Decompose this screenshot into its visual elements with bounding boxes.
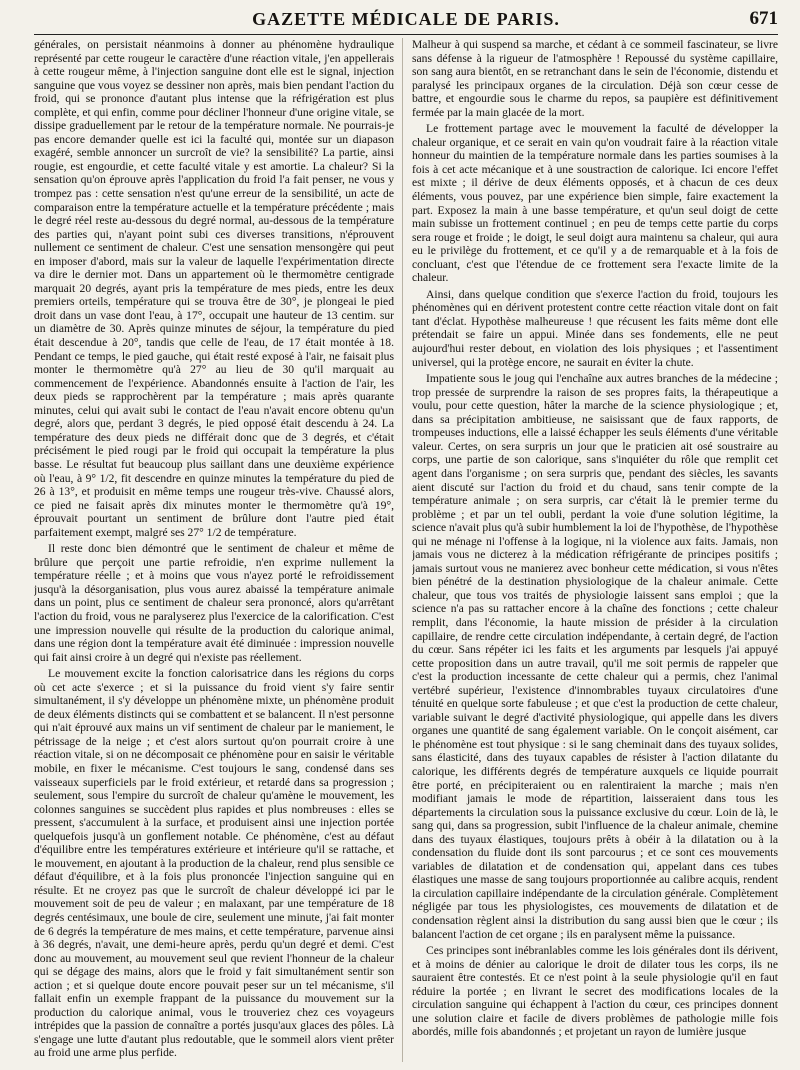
paragraph: Impatiente sous le joug qui l'enchaîne aux autres branches de la médecine ; trop pressée de surprendre la raison de ses propres faits, la thérapeutique a voulu, pour cette question, hâter la marche de la science physiologique ; et, dans sa précipitation ambitieuse, ne saisissant que de faux rapports, de trompeuses inductions, elle a laissé échapper les seuls éléments d'une véritable valeur. Certes, on sera surpris un jour que le praticien ait osé soustraire au corps, une partie de son calorique, sans s'inquiéter du rôle que remplit cet agent dans l'organisme ; on sera surpris que, pendant des siècles, les savants aient discuté sur l'action du froid et du chaud, sans tenir compte de la température animale ; on sera surpris, car c'était là le premier terme du problème ; et par un tel oubli, perdant la voie d'une solution légitime, la science n'avait plus qu'à subir humblement la loi de l'hypothèse, de l'hypothèse qui ne ménage ni l'offense à la logique, ni la violence aux faits. Jamais, non jamais vous ne dicterez à la médication réfrigérante de principes positifs ; jamais surtout vous ne manierez avec bonheur cette médication, si vous n'êtes bien pénétré de la destination physiologique de la chaleur animale. Cette chaleur, que tous vos traités de physiologie laissent sans emploi ; que la science n'a pas su rattacher encore à la chaîne des fonctions ; cette chaleur remplit, dans l'économie, la haute mission de présider à la circulation capillaire, de rendre cette circulation indépendante, à certain degré, de l'action du cœur. Sans répéter ici les faits et les arguments par lesquels j'ai appuyé cette proposition dans un autre travail, qu'il me soit permis de rappeler que c'est la production incessante de cette chaleur qui a permis, chez l'animal vertébré supérieur, l'existence d'innombrables tuyaux circulatoires d'une ténuité en quelque sorte fabuleuse ; et que c'est la production de cette chaleur, variable suivant le degré d'activité physiologique, qui appelle dans les divers organes une quantité de sang également variable. On le conçoit aisément, car le phénomène est tout physique : si le sang cheminait dans des tuyaux solides, sans élasticité, dans des tuyaux capables de résister à l'action dilatante du calorique, les différents degrés de température auxquels ce liquide pourrait être porté, en précipiteraient ou en ralentiraient la marche ; mais n'en modifiant jamais le mode de répartition, laisseraient dans tous les départements la circulation sous la puissance exclusive du cœur. Loin de là, le sang qui, dans sa progression, subit l'influence de la chaleur animale, chemine dans des tuyaux élastiques, toujours prêts à obéir à la dilatation ou à la condensation du fluide dont ils sont parcourus ; et ce sont ces mouvements variables de dilatation et de condensation qui, appelant dans ces tubes élastiques une masse de sang toujours proportionnée au calibre acquis, rendent la circulation capillaire indépendante de la circulation générale. Complètement négligée par tous les physiologistes, ces mouvements de dilatation et de condensation règlent ainsi la distribution du sang aussi bien que le cœur ; ils balancent l'action de cet organe ; ils en paralysent même la puissance. (412, 372, 778, 941)
paragraph: Malheur à qui suspend sa marche, et cédant à ce sommeil fascinateur, se livre sans défense à la rigueur de l'atmosphère ! Repoussé du système capillaire, son sang aura bientôt, en se retranchant dans le sein de l'économie, distendu et paralysé les principaux organes de la circulation. Déjà son cœur cesse de battre, et engourdie sous le charme du repos, sa paupière est définitivement fermée par la main glacée de la mort. (412, 38, 778, 119)
header-rule (34, 34, 778, 35)
right-column (412, 38, 778, 1062)
masthead (34, 8, 778, 34)
page-number: 671 (749, 8, 778, 29)
journal-title: GAZETTE MÉDICALE DE PARIS. (252, 9, 560, 29)
column-divider (402, 38, 403, 1062)
left-column (34, 38, 394, 1062)
paragraph: Ces principes sont inébranlables comme les lois générales dont ils dérivent, et à moins de dénier au calorique le droit de dilater tous les corps, ils ne sauraient être contestés. Et ce n'est point à la seule physiologie qu'il en faut réduire la portée ; en livrant le secret des modifications locales de la circulation sanguine qui échappent à l'action du cœur, ces principes donnent une solution claire et facile de divers problèmes de pathologie mille fois abordés, mille fois abandonnés ; et projetant un rayon de lumière jusque (412, 944, 778, 1039)
paragraph: Il reste donc bien démontré que le sentiment de chaleur et même de brûlure que perçoit une partie refroidie, n'en exprime nullement la température réelle ; et à moins que vous n'ayez porté le refroidissement jusqu'à la désorganisation, plus vous aurez abaissé la température animale dans un point, plus ce sentiment de chaleur sera prononcé, alors qu'arrêtant l'action du froid, vous ne paralyserez plus l'exercice de la calorification. C'est une impression nouvelle qui résulte de la production du calorique animal, dans une région dont la température avait été diminuée : impression nouvelle qui fait ainsi croire à un degré qui n'existe pas réellement. (34, 542, 394, 664)
paragraph: Le frottement partage avec le mouvement la faculté de développer la chaleur organique, et ce serait en vain qu'on voudrait faire à la réaction vitale honneur du maintien de la température normale dans les parties soumises à la fois à cet acte mécanique et à une soustraction de calorique. Ici encore l'effet est mixte ; il dérive de deux éléments opposés, et à chacun de ces deux éléments, vous pouvez, par une expérience bien simple, faire exactement la part. Exposez la main à une basse température, et qu'un seul doigt de cette main subisse un frottement continuel ; en peu de temps cette partie du corps sera rouge et froide ; le doigt, le seul doigt aura maintenu sa chaleur, qui aura eu le privilège du frottement, et ce qu'il y a de remarquable et à la fois de concluant, c'est que l'étendue de ce frottement sera l'exacte limite de la chaleur. (412, 122, 778, 285)
paragraph: Ainsi, dans quelque condition que s'exerce l'action du froid, toujours les phénomènes qui en dérivent protestent contre cette réaction vitale dont on fait tant d'éclat. Hypothèse malheureuse ! que récusent les faits même dont elle prétendait se faire un appui. Minée dans ses fondements, elle ne peut aujourd'hui rester debout, en violation des lois physiques ; et l'assentiment universel, qui la protège encore, ne saurait en éviter la chute. (412, 287, 778, 369)
paragraph: Le mouvement excite la fonction calorisatrice dans les régions du corps où cet acte s'exerce ; et si la puissance du froid vient s'y faire sentir simultanément, il s'y développe un phénomène mixte, un phénomène produit de deux éléments distincts qui se combattent et se balancent. Il n'est personne qui n'ait éprouvé aux mains un vif sentiment de chaleur par le maniement, le pétrissage de la neige ; et c'est alors surtout qu'on pourrait croire à une réaction vitale, si on ne décomposait ce phénomène pour en saisir le véritable mobile, en fixer le mécanisme. C'est toujours le sang, condensé dans ses vaisseaux superficiels par le froid extérieur, et retardé dans sa progression ; seulement, sous l'empire du surcroît de chaleur qu'amène le mouvement, les colonnes sanguines se succèdent plus rapides et plus nombreuses : elles se pressent, s'accumulent à la surface, et produisent ainsi une injection portée quelquefois jusqu'à un gonflement notable. Ce phénomène, c'est au défaut d'équilibre entre les températures extérieure et intérieure qu'il se rattache, et le mouvement, en ajoutant à la production de la chaleur, rend plus sensible ce défaut d'équilibre, et à la fois plus prononcée l'injection sanguine qui en résulte. Et ne croyez pas que le surcroît de chaleur développé ici par le mouvement soit de peu de valeur ; en malaxant, par une température de 18 degrés centésimaux, une boule de cire, seulement une minute, j'ai fait monter de 6 degrés la température de mes mains, et cette température, parvenue ainsi à 36 degrés, n'avait, une demi-heure après, perdu qu'un degré et demi. C'est donc au mouvement, au mouvement seul que revient l'honneur de la chaleur qui se dégage des mains, alors que le froid y fait simultanément sentir son action ; et si quelque doute encore pouvait peser sur un tel mécanisme, s'il fallait enfin un exemple frappant de la puissance du mouvement sur la production du calorique animal, vous le trouveriez chez ces voyageurs intrépides que la passion de connaître a portés jusqu'aux glaces des pôles. Là s'engage une lutte d'autant plus redoutable, que le sommeil alors vient prêter au froid une arme plus perfide. (34, 667, 394, 1060)
paragraph: générales, on persistait néanmoins à donner au phénomène hydraulique représenté par cette rougeur le caractère d'une réaction vitale, j'en appellerais à cette rougeur même, à l'injection sanguine dont elle est le signal, injection sanguine que vous voyez se dessiner non après, mais bien pendant l'action du froid, qui se prononce d'autant plus intense que la réfrigération est plus complète, et qui enfin, comme pour décliner l'honneur d'une origine vitale, se dissipe graduellement par le retour de la température normale. Ne pourrais-je pas encore demander quelle est ici la faculté qui, montée sur un diapason exagéré, semble annoncer un surcroît de vie? la sensibilité? La partie, ainsi rougie, est engourdie, et cette faculté vitale y est amortie. La chaleur? Si la sensation qu'on éprouve après l'application du froid l'a fait penser, ne vous y trompez pas : cette sensation n'est qu'une erreur de la sensibilité, un acte de comparaison entre la température actuelle et la température précédente ; mais le degré réel reste au-dessous du degré normal, au-dessous de la température des parties qui, n'ayant point subi ces diverses transitions, n'éprouvent nullement ce sentiment de chaleur. C'est une sensation mensongère qui peut en imposer d'abord, mais sur la valeur de laquelle l'expérimentation directe va dire le dernier mot. Dans un appartement où le thermomètre centigrade marquait 20 degrés, ayant pris la température de mes pieds, entre les deux premiers orteils, température qui se trouva être de 30°, je plongeai le pied droit dans un vase dont l'eau, à 17°, occupait une hauteur de 13 centim. sur un diamètre de 30. Après quinze minutes de séjour, la température du pied était descendue à 20°, tandis que celle de l'eau, de 17 était montée à 18. Pendant ce temps, le pied gauche, qui était resté exposé à l'air, ne faisait plus monter le thermomètre qu'à 27° au lieu de 30 qu'il marquait au commencement de l'expérience. Abandonnés ensuite à l'action de l'air, les deux pieds se rapprochèrent par la température ; mais après quarante minutes, celui qui avait subi le contact de l'eau n'avait encore obtenu qu'un degré, alors que, perdant 3 degrés, le pied opposé était descendu à 24. La température des deux pieds ne différait donc que de 3 degrés, et c'était précisément le pied rougi par le froid qui occupait la température la plus basse. Le résultat fut beaucoup plus saillant dans une deuxième expérience où l'eau, à 9° 1/2, fit descendre en quinze minutes la température du pied de 26 à 13°, et produisit en même temps une rougeur très-vive. Chaussé alors, ce pied ne faisait après dix minutes monter le thermomètre qu'à 19°, éprouvait pourtant un sentiment de brûlure dont l'autre pied était parfaitement exempt, malgré ses 27° 1/2 de température. (34, 38, 394, 539)
